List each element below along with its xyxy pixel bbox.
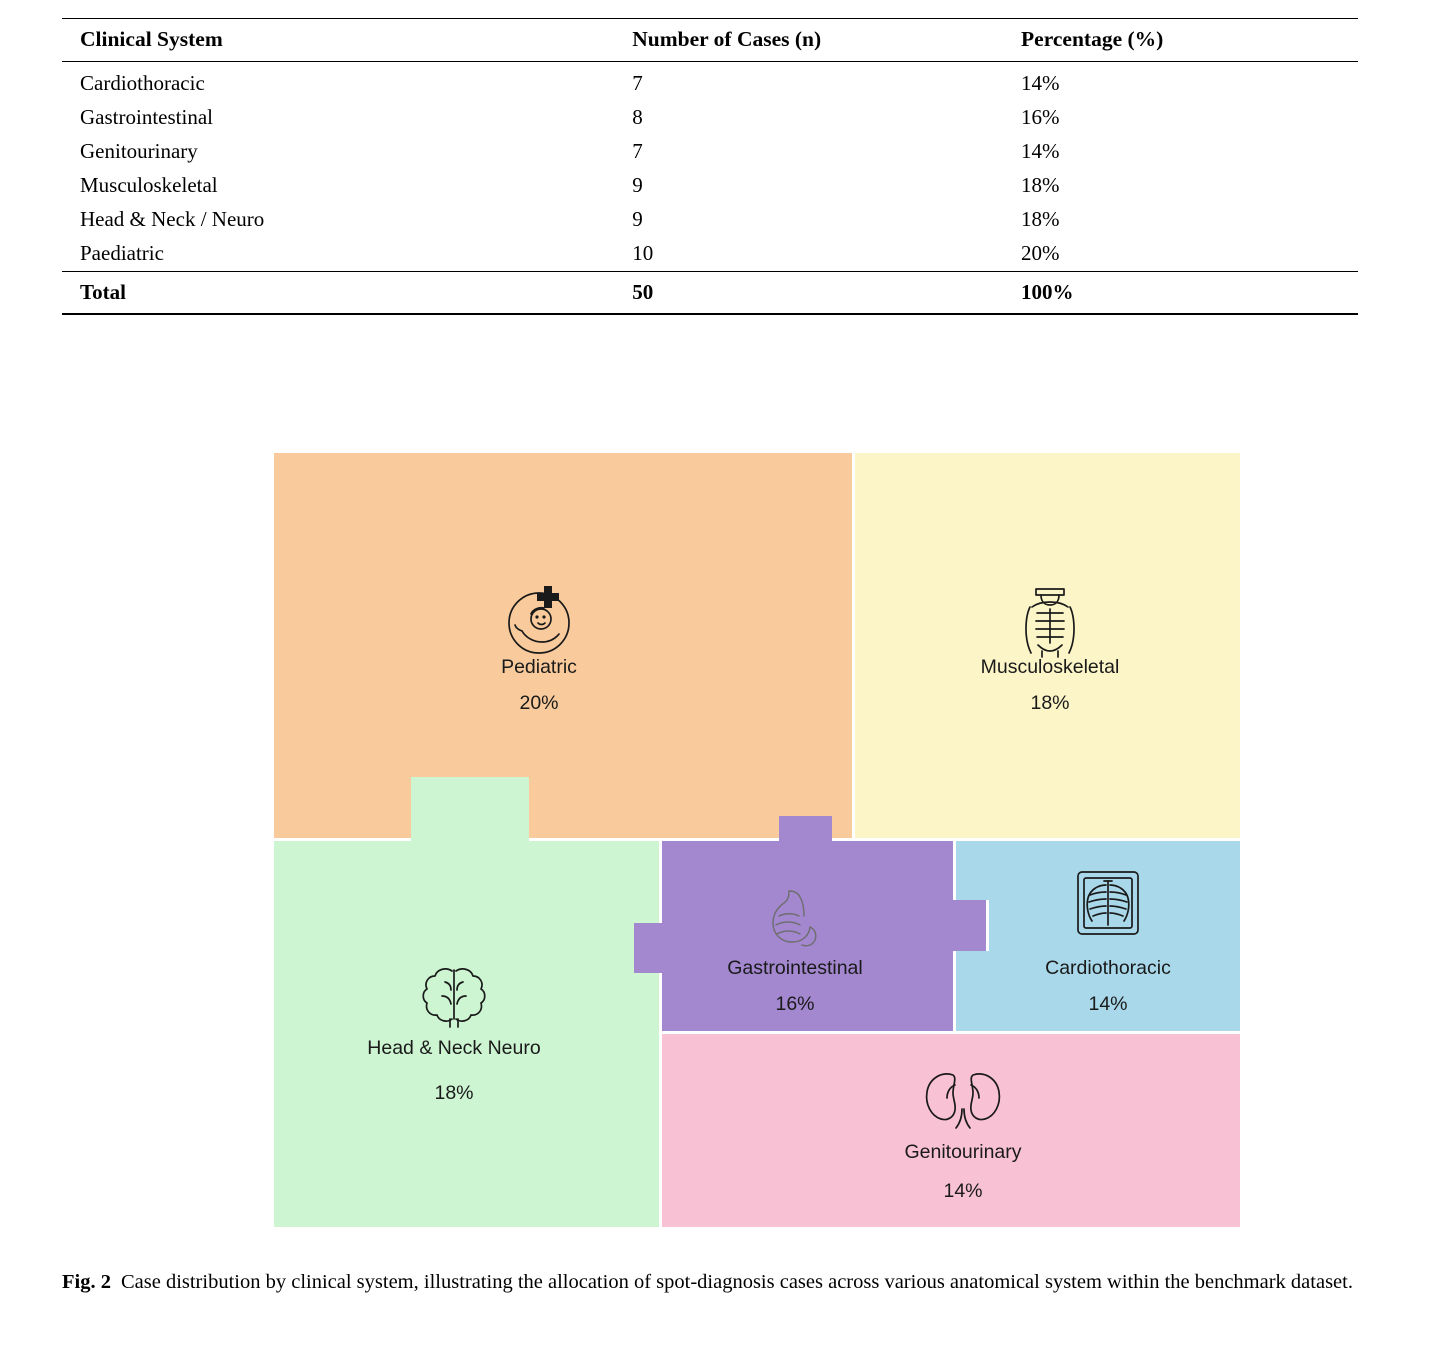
cell-total-label: Total — [80, 279, 126, 304]
table-row — [62, 169, 1358, 203]
table-total-row — [62, 271, 1358, 314]
table-body — [62, 62, 1358, 272]
tile-value-head-neck-neuro: 18% — [434, 1082, 474, 1105]
cell-total-percentage: 100% — [1021, 279, 1074, 304]
case-distribution-table-wrapper — [62, 18, 1358, 315]
table-row — [62, 203, 1358, 237]
column-header-number-of-cases: Number of Cases (n) — [632, 27, 822, 51]
column-header-clinical-system: Clinical System — [80, 27, 223, 51]
cell-percentage: 14% — [1021, 71, 1060, 95]
treemap-tile-musculoskeletal[interactable] — [855, 453, 1240, 838]
treemap-tile-genitourinary[interactable] — [662, 1034, 1240, 1227]
cell-percentage: 14% — [1021, 138, 1060, 163]
tile-label-gastrointestinal: Gastrointestinal — [727, 957, 863, 980]
tile-value-pediatric: 20% — [519, 692, 559, 715]
treemap-tile-pediatric[interactable] — [274, 453, 852, 838]
cell-cases: 9 — [632, 206, 643, 231]
cell-system: Gastrointestinal — [80, 104, 213, 129]
cell-cases: 9 — [632, 172, 643, 197]
cell-system: Cardiothoracic — [80, 71, 205, 95]
case-distribution-table — [62, 18, 1358, 315]
tile-value-cardiothoracic: 14% — [1088, 993, 1128, 1016]
tile-shape-head-neck-neuro — [274, 777, 659, 1227]
table-row — [62, 237, 1358, 271]
tile-shape-pediatric — [274, 453, 852, 838]
tile-label-genitourinary: Genitourinary — [904, 1141, 1022, 1164]
cell-total-cases: 50 — [632, 279, 654, 304]
cell-percentage: 16% — [1021, 104, 1060, 129]
table-header-row — [62, 19, 1358, 62]
cell-cases: 10 — [632, 240, 654, 265]
cell-cases: 7 — [632, 138, 643, 163]
cell-percentage: 20% — [1021, 240, 1060, 265]
tile-value-gastrointestinal: 16% — [775, 993, 815, 1016]
table-row — [62, 101, 1358, 135]
case-distribution-treemap — [274, 453, 1240, 1227]
tile-label-pediatric: Pediatric — [501, 656, 577, 679]
cell-system: Musculoskeletal — [80, 172, 218, 197]
table-row — [62, 62, 1358, 101]
cell-cases: 7 — [632, 71, 643, 95]
tile-shape-musculoskeletal — [855, 453, 1240, 838]
treemap-tile-head-neck-neuro[interactable] — [274, 777, 659, 1227]
cell-system: Head & Neck / Neuro — [80, 206, 265, 231]
figure-caption-label: Fig. 2 — [62, 1271, 111, 1293]
figure-caption-text: Case distribution by clinical system, illustrating the allocation of spot-diagnosis cases across various anatomical system within the benchmark dataset. — [120, 1271, 1353, 1293]
table-head — [62, 19, 1358, 62]
tile-label-cardiothoracic: Cardiothoracic — [1045, 957, 1171, 980]
treemap-tile-gastrointestinal[interactable] — [634, 816, 986, 1031]
cell-cases: 8 — [632, 104, 643, 129]
table-row — [62, 135, 1358, 169]
tile-label-musculoskeletal: Musculoskeletal — [980, 656, 1120, 679]
cell-percentage: 18% — [1021, 206, 1060, 231]
cell-system: Paediatric — [80, 240, 164, 265]
treemap-tile-cardiothoracic[interactable] — [956, 841, 1240, 1031]
table-foot — [62, 271, 1358, 314]
column-header-percentage: Percentage (%) — [1021, 27, 1164, 51]
tile-label-head-neck-neuro: Head & Neck Neuro — [367, 1037, 541, 1060]
tile-value-genitourinary: 14% — [943, 1180, 983, 1203]
figure-caption — [62, 1268, 1440, 1298]
cell-percentage: 18% — [1021, 172, 1060, 197]
tile-value-musculoskeletal: 18% — [1030, 692, 1070, 715]
cell-system: Genitourinary — [80, 138, 198, 163]
